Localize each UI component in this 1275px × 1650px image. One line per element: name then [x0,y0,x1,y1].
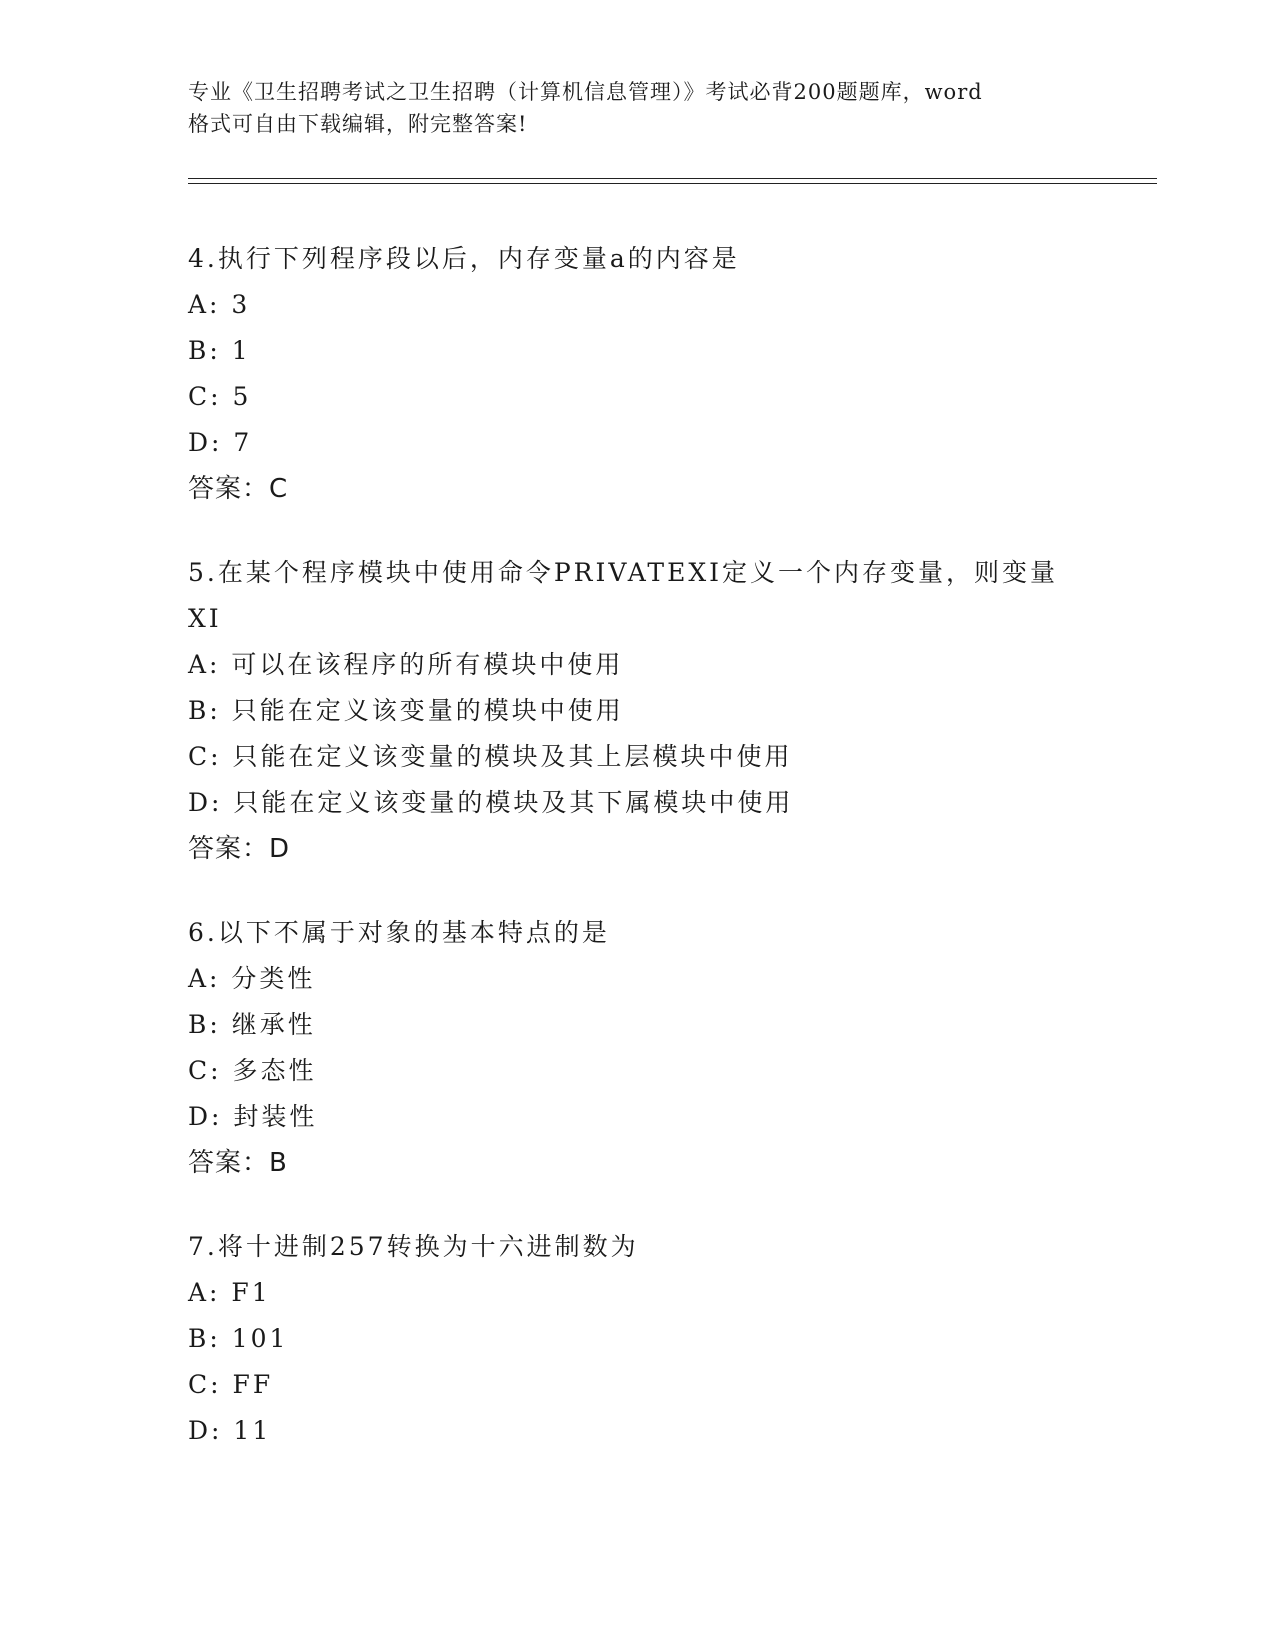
option-c: C: 多态性 [188,1056,317,1085]
question-4 [188,236,1088,512]
question-6 [188,910,1088,1186]
answer-line: 答案：C [188,474,289,504]
option-c: C: 只能在定义该变量的模块及其上层模块中使用 [188,742,793,771]
question-list [188,236,1088,1492]
question-5 [188,550,1088,872]
question-7 [188,1224,1088,1454]
option-d: D: 只能在定义该变量的模块及其下属模块中使用 [188,788,794,817]
option-b: B: 只能在定义该变量的模块中使用 [188,696,624,725]
document-header [188,76,1088,140]
answer-line: 答案：D [188,834,291,864]
option-a: A: 3 [188,290,251,319]
question-stem: 5.在某个程序模块中使用命令PRIVATEXI定义一个内存变量，则变量 [188,558,1059,587]
question-stem: 4.执行下列程序段以后，内存变量a的内容是 [188,244,740,273]
option-b: B: 101 [188,1324,289,1353]
header-title-line-1: 专业《卫生招聘考试之卫生招聘（计算机信息管理）》考试必背200题题库，word [188,80,983,104]
header-divider-top [188,178,1157,179]
option-c: C: FF [188,1370,274,1399]
option-b: B: 继承性 [188,1010,316,1039]
option-a: A: F1 [188,1278,271,1307]
option-d: D: 11 [188,1416,272,1445]
answer-line: 答案：B [188,1148,288,1178]
question-stem: 6.以下不属于对象的基本特点的是 [188,918,610,947]
option-c: C: 5 [188,382,252,411]
option-a: A: 可以在该程序的所有模块中使用 [188,650,624,679]
header-title-line-2: 格式可自由下载编辑，附完整答案! [188,112,528,136]
question-stem-continued: XI [188,604,222,633]
option-b: B: 1 [188,336,251,365]
option-d: D: 封装性 [188,1102,318,1131]
option-d: D: 7 [188,428,253,457]
option-a: A: 分类性 [188,964,316,993]
question-stem: 7.将十进制257转换为十六进制数为 [188,1232,639,1261]
header-divider-bottom [188,183,1157,184]
